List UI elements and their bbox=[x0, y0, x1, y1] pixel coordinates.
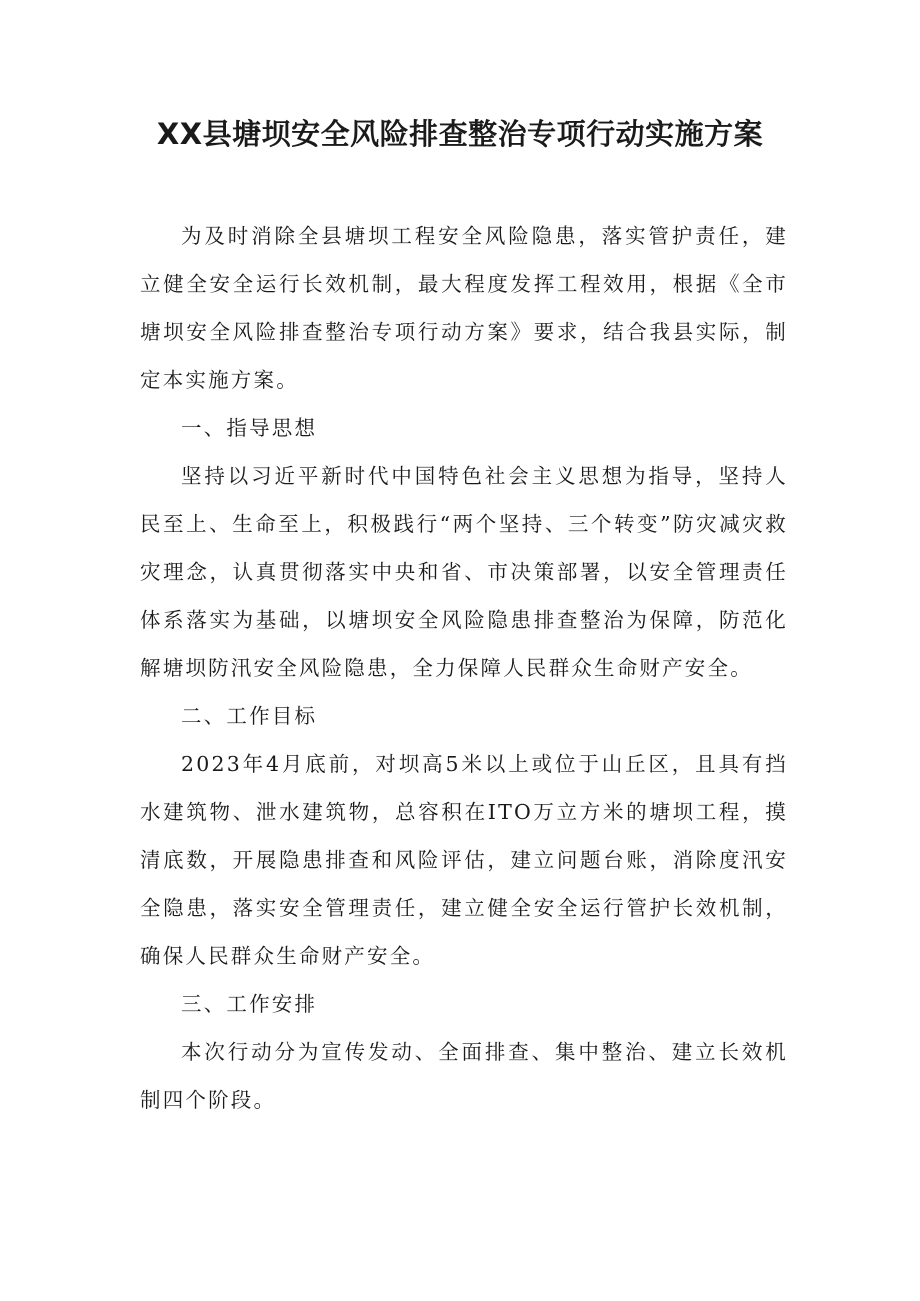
section-heading-guiding-ideology: 一、指导思想 bbox=[181, 416, 318, 440]
document-body bbox=[140, 212, 788, 1124]
section-heading-work-goals: 二、工作目标 bbox=[181, 704, 318, 728]
intro-paragraph: 为及时消除全县塘坝工程安全风险隐患，落实管护责任，建立健全安全运行长效机制，最大程度发挥工程效用，根据《全市塘坝安全风险排查整治专项行动方案》要求，结合我县实际，制定本实施方案。 bbox=[140, 224, 788, 392]
section-text-work-goals: 2023年4月底前，对坝高5米以上或位于山丘区，且具有挡水建筑物、泄水建筑物，总容积在ITO万立方米的塘坝工程，摸清底数，开展隐患排查和风险评估，建立问题台账，消除度汛安全隐患，落实安全管理责任，建立健全安全运行管护长效机制，确保人民群众生命财产安全。 bbox=[140, 752, 788, 968]
section-text-work-arrangement: 本次行动分为宣传发动、全面排查、集中整治、建立长效机制四个阶段。 bbox=[140, 1040, 788, 1112]
section-heading-work-arrangement: 三、工作安排 bbox=[181, 992, 318, 1016]
section-text-guiding-ideology: 坚持以习近平新时代中国特色社会主义思想为指导，坚持人民至上、生命至上，积极践行“两个坚持、三个转变”防灾减灾救灾理念，认真贯彻落实中央和省、市决策部署，以安全管理责任体系落实为基础，以塘坝安全风险隐患排查整治为保障，防范化解塘坝防汛安全风险隐患，全力保障人民群众生命财产安全。 bbox=[140, 464, 788, 680]
document-title: XX县塘坝安全风险排查整治专项行动实施方案 bbox=[156, 117, 764, 151]
